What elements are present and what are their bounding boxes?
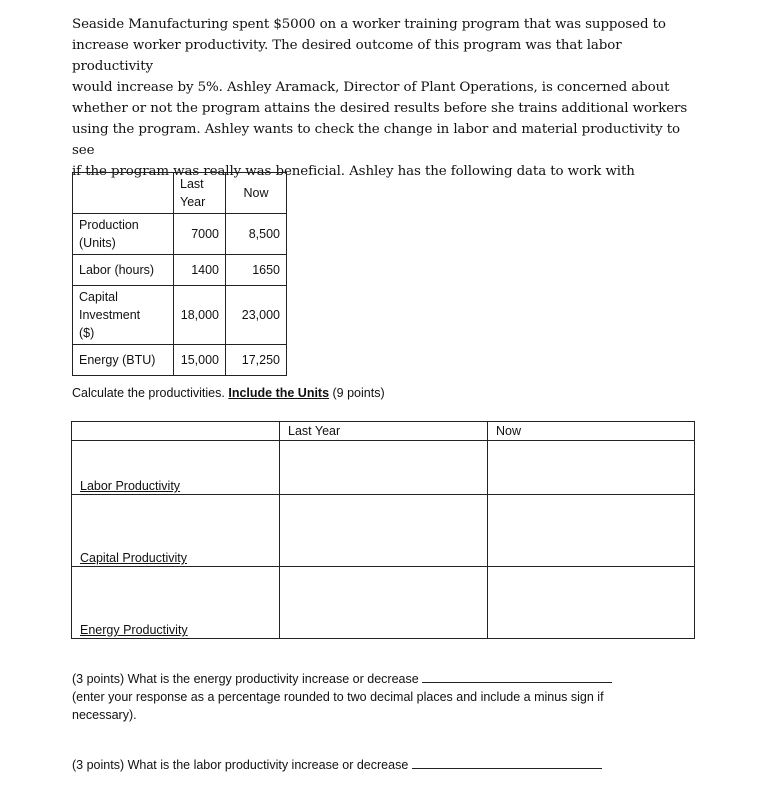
row-label-labor: Labor (hours)	[73, 255, 174, 286]
table-header-row	[73, 173, 287, 214]
label-text: Capital Productivity	[80, 551, 187, 565]
header-last-year	[174, 173, 226, 214]
table-row	[73, 286, 287, 345]
answer-cell-labor-last-year[interactable]	[280, 441, 488, 495]
label-line: ($)	[79, 326, 95, 340]
answer-cell-labor-now[interactable]	[488, 441, 695, 495]
row-label-production	[73, 214, 174, 255]
question-line: necessary).	[72, 708, 137, 722]
cell-labor-last-year: 1400	[174, 255, 226, 286]
header-blank-cell	[73, 173, 174, 214]
table-row	[72, 441, 695, 495]
cell-capital-now: 23,000	[226, 286, 287, 345]
label-line: Investment	[79, 308, 141, 322]
intro-line: would increase by 5%. Ashley Aramack, Director of Plant Operations, is concerned about	[72, 80, 670, 95]
table-row	[73, 255, 287, 286]
label-line: Capital	[79, 290, 118, 304]
question-text: (3 points) What is the energy productivity increase or decrease	[72, 672, 419, 686]
input-data-table	[72, 172, 287, 376]
table-header-row	[72, 422, 695, 441]
cell-energy-now: 17,250	[226, 345, 287, 376]
row-label-labor-productivity	[72, 441, 280, 495]
row-label-capital-productivity	[72, 495, 280, 567]
table-row	[72, 567, 695, 639]
label-line: (Units)	[79, 236, 116, 250]
intro-line: using the program. Ashley wants to check the change in labor and material productivity to see	[72, 122, 681, 158]
question-labor-change	[72, 756, 602, 774]
intro-line: Seaside Manufacturing spent $5000 on a worker training program that was supposed to	[72, 17, 666, 32]
calc-suffix: (9 points)	[329, 386, 385, 400]
answer-blank-labor[interactable]	[412, 756, 602, 769]
calculate-instruction	[72, 386, 385, 400]
intro-line: increase worker productivity. The desired outcome of this program was that labor productivity	[72, 38, 622, 74]
intro-line: whether or not the program attains the desired results before she trains additional workers	[72, 101, 688, 116]
cell-production-now: 8,500	[226, 214, 287, 255]
header-blank-cell	[72, 422, 280, 441]
header-last-line1: Last	[180, 177, 204, 191]
row-label-capital	[73, 286, 174, 345]
answer-cell-capital-now[interactable]	[488, 495, 695, 567]
cell-labor-now: 1650	[226, 255, 287, 286]
problem-statement	[72, 14, 702, 182]
answer-cell-capital-last-year[interactable]	[280, 495, 488, 567]
intro-line: if the program was really was beneficial. Ashley has the following data to work with	[72, 164, 635, 179]
table-row	[72, 495, 695, 567]
header-year-line2: Year	[180, 195, 206, 209]
question-line	[72, 670, 612, 688]
table-row	[73, 214, 287, 255]
question-energy-change	[72, 670, 612, 724]
row-label-energy-productivity	[72, 567, 280, 639]
label-text: Labor Productivity	[80, 479, 181, 493]
label-line: Production	[79, 218, 139, 232]
question-text: (3 points) What is the labor productivity increase or decrease	[72, 758, 409, 772]
calc-emphasis: Include the Units	[228, 386, 330, 400]
question-line: (enter your response as a percentage rounded to two decimal places and include a minus sign if	[72, 690, 604, 704]
header-now: Now	[226, 173, 287, 214]
header-now: Now	[488, 422, 695, 441]
answer-cell-energy-now[interactable]	[488, 567, 695, 639]
answer-blank-energy[interactable]	[422, 670, 612, 683]
cell-production-last-year: 7000	[174, 214, 226, 255]
productivity-answer-table	[71, 421, 695, 639]
label-text: Energy Productivity	[80, 623, 188, 637]
row-label-energy: Energy (BTU)	[73, 345, 174, 376]
cell-energy-last-year: 15,000	[174, 345, 226, 376]
table-row	[73, 345, 287, 376]
header-last-year: Last Year	[280, 422, 488, 441]
cell-capital-last-year: 18,000	[174, 286, 226, 345]
answer-cell-energy-last-year[interactable]	[280, 567, 488, 639]
calc-prefix: Calculate the productivities.	[72, 386, 229, 400]
